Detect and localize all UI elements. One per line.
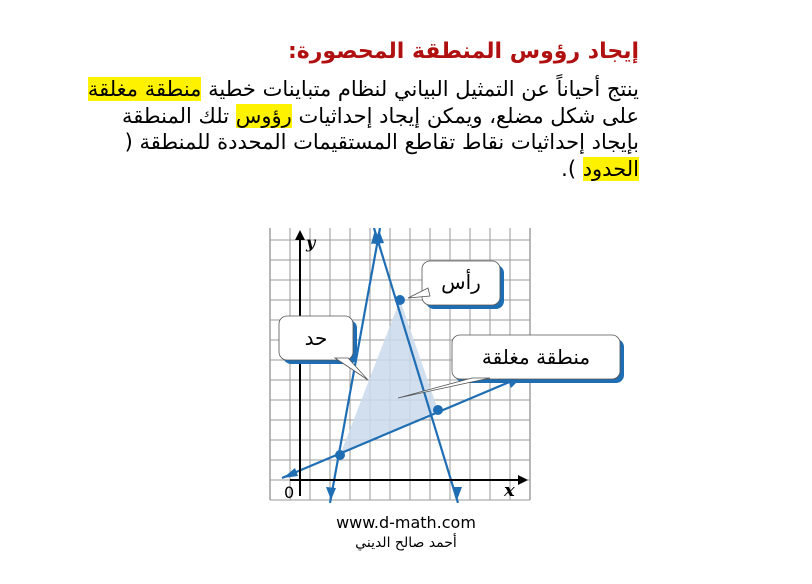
highlighted-term: الحدود [582, 156, 639, 181]
y-axis-arrow [295, 230, 305, 240]
lesson-title: إيجاد رؤوس المنطقة المحصورة: [287, 39, 639, 64]
arrowhead [326, 487, 336, 500]
vertex-point [395, 295, 405, 305]
callout-region [398, 335, 624, 398]
lesson-paragraph [79, 76, 639, 182]
callout-boundary-text: حد [304, 326, 328, 350]
arrowhead [452, 487, 462, 500]
paragraph-text: ينتج أحياناً عن التمثيل البياني لنظام متباينات خطية [201, 77, 639, 101]
x-axis-arrow [518, 475, 528, 485]
callout-vertex [408, 261, 504, 309]
footer-url: www.d-math.com [336, 513, 476, 532]
y-axis-label: y [306, 233, 316, 252]
vertex-point [433, 405, 443, 415]
highlighted-term: رؤوس [235, 103, 292, 128]
paragraph-text: على شكل مضلع، ويمكن إيجاد إحداثيات [291, 103, 639, 128]
callout-vertex-text: رأس [441, 270, 481, 294]
callout-boundary [279, 316, 368, 380]
paragraph-text: تلك المنطقة بإيجاد إحداثيات نقاط تقاطع المستقيمات المحددة للمنطقة ( [122, 103, 639, 154]
x-axis-label: x [504, 480, 515, 501]
highlighted-term: منطقة مغلقة [87, 77, 202, 101]
paragraph-text: ). [561, 156, 583, 181]
vertex-point [335, 450, 345, 460]
footer-author: أحمد صالح الديني [355, 535, 457, 551]
origin-label: 0 [284, 483, 295, 502]
callout-region-text: منطقة مغلقة [481, 345, 591, 369]
graph-diagram [250, 228, 591, 508]
